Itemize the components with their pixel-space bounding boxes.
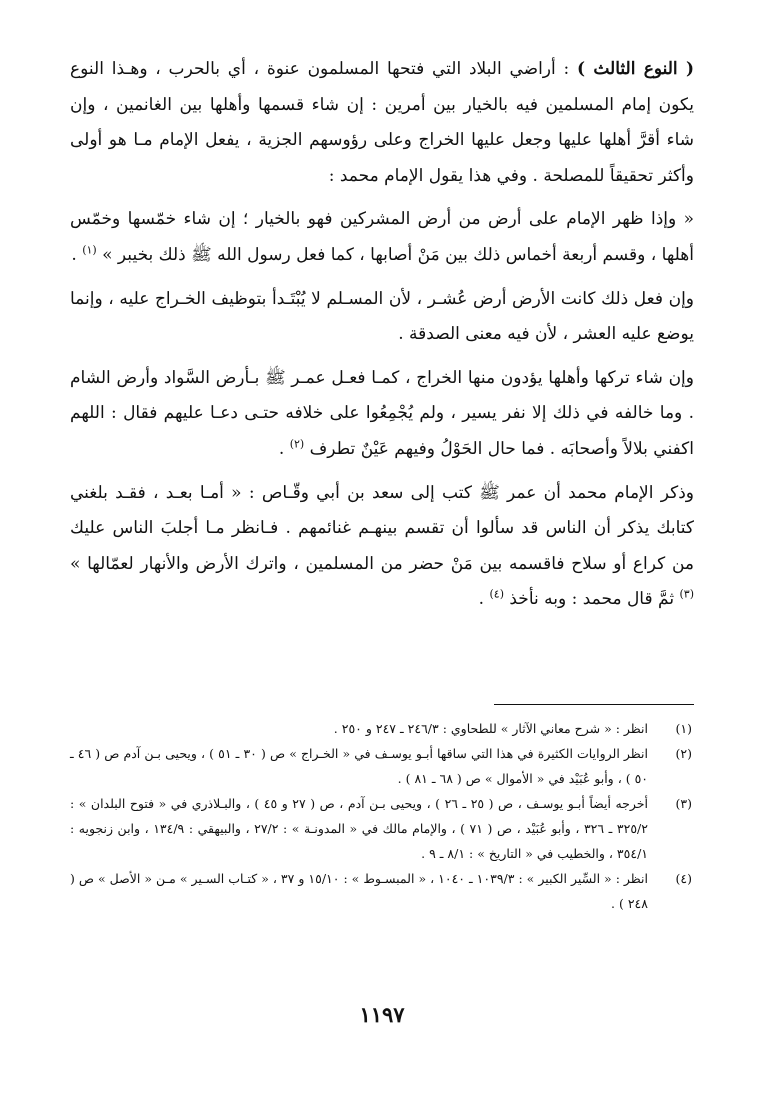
footnote-ref[interactable]: (١): [82, 243, 97, 257]
footnote-number: (٤): [675, 871, 692, 886]
paragraph-tail: .: [71, 244, 83, 265]
paragraph-text: : أراضي البلاد التي فتحها المسلمون عنوة ، أي بالحرب ، وهـذا النوع يكون إمام المسلمين فيه بالخيار بين أمرين : إن شاء قسمها وأهلها بين الغانمين ، وإن شاء أقرَّ أهلها عليها وجعل عليها الخراج وعلى رؤوسهم الجزية ، يفعل الإمام مـا هو أولى وأكثر تحقيقاً للمصلحة . وفي هذا يقول الإمام محمد :: [70, 59, 694, 186]
paragraph-type-three: [70, 52, 694, 194]
footnote-ref[interactable]: (٤): [489, 587, 504, 601]
footnote-item: [70, 791, 694, 866]
paragraph-quote-imam: [70, 202, 694, 273]
footnote-ref[interactable]: (٢): [289, 437, 305, 451]
footnote-item: [70, 866, 694, 916]
page-number: ١١٩٧: [359, 1002, 405, 1027]
paragraph-text: وإن شاء تركها وأهلها يؤدون منها الخراج ، كمـا فعـل عمـر ﷺ بـأرض السَّواد وأرض الشام . وما خالفه في ذلك إلا نفر يسير ، ولم يُجْمِعُوا على خلافه حتـى دعـا عليهم فقال : اللهم اكفني بلالاً وأصحابَه . فما حال الحَوْلُ وفيهم عَيْنٌ تطرف: [70, 367, 694, 459]
paragraph-umar-letter: [70, 476, 694, 618]
paragraph-middle: ثمَّ قال محمد : وبه نأخذ: [503, 589, 680, 610]
paragraph-text: وإن فعل ذلك كانت الأرض أرض عُشـر ، لأن المسـلم لا يُبْتَـدأ بتوظيف الخـراج عليه ، وإنما يوضع عليه العشر ، لأن فيه معنى الصدقة .: [70, 288, 694, 345]
footnotes: [70, 716, 694, 916]
footnote-number: (٢): [675, 746, 692, 761]
footnote-ref[interactable]: (٣): [679, 587, 694, 601]
paragraph-ushr: [70, 282, 694, 353]
footnote-text: انظر : « شرح معاني الآثار » للطحاوي : ٢٤٦/٣ ـ ٢٤٧ و ٢٥٠ .: [333, 721, 648, 736]
paragraph-tail: .: [278, 438, 290, 459]
paragraph-kharaj: [70, 361, 694, 468]
footnote-number: (٣): [675, 796, 692, 811]
paragraph-tail: .: [478, 589, 490, 610]
footnote-text: انظر : « السِّير الكبير » : ١٠٣٩/٣ ـ ١٠٤٠ ، « المبسـوط » : ١٥/١٠ و ٣٧ ، « كتـاب السـير » مـن « الأصل » ص ( ٢٤٨ ) .: [70, 871, 649, 911]
page-body: [70, 52, 694, 1027]
paragraph-text: « وإذا ظهر الإمام على أرض من أرض المشركين فهو بالخيار ؛ إن شاء خمّسها وخمّس أهلها ، وقسم أربعة أخماس ذلك بين مَنْ أصابها ، كما فعل رسول الله ﷺ ذلك بخيبر »: [70, 209, 694, 265]
footnote-item: [70, 716, 694, 741]
footnote-text: انظر الروايات الكثيرة في هذا التي ساقها أبـو يوسـف في « الخـراج » ص ( ٣٠ ـ ٥١ ) ، ويحيى بـن آدم ص ( ٤٦ ـ ٥٠ ) ، وأبو عُبَيْد في « الأموال » ص ( ٦٨ ـ ٨١ ) .: [70, 746, 648, 786]
paragraph-text: وذكر الإمام محمد أن عمر ﷺ كتب إلى سعد بن أبي وقّـاص : « أمـا بعـد ، فقـد بلغني كتابك يذكر أن الناس قد سألوا أن تقسم بينهـم غنائمهم . فـانظر مـا أجلبَ الناس عليك من كراع أو سلاح فاقسمه بين مَنْ حضر من المسلمين ، واترك الأرض والأنهار لعمّالها »: [70, 482, 694, 574]
section-heading: ( النوع الثالث ): [577, 59, 694, 79]
footnote-number: (١): [675, 721, 692, 736]
footnote-item: [70, 741, 694, 791]
footnote-text: أخرجه أيضاً أبـو يوسـف ، ص ( ٢٥ ـ ٢٦ ) ، ويحيى بـن آدم ، ص ( ٢٧ و ٤٥ ) ، والبـلاذري في « فتوح البلدان » : ٣٢٥/٢ ـ ٣٢٦ ، وأبو عُبَيْد ، ص ( ٧١ ) ، والإمام مالك في « المدونـة » : ٢٧/٢ ، والبيهقي : ١٣٤/٩ ، وابن زنجويه : ٣٥٤/١ ، والخطيب في « التاريخ » : ٨/١ ـ ٩ .: [70, 796, 649, 861]
